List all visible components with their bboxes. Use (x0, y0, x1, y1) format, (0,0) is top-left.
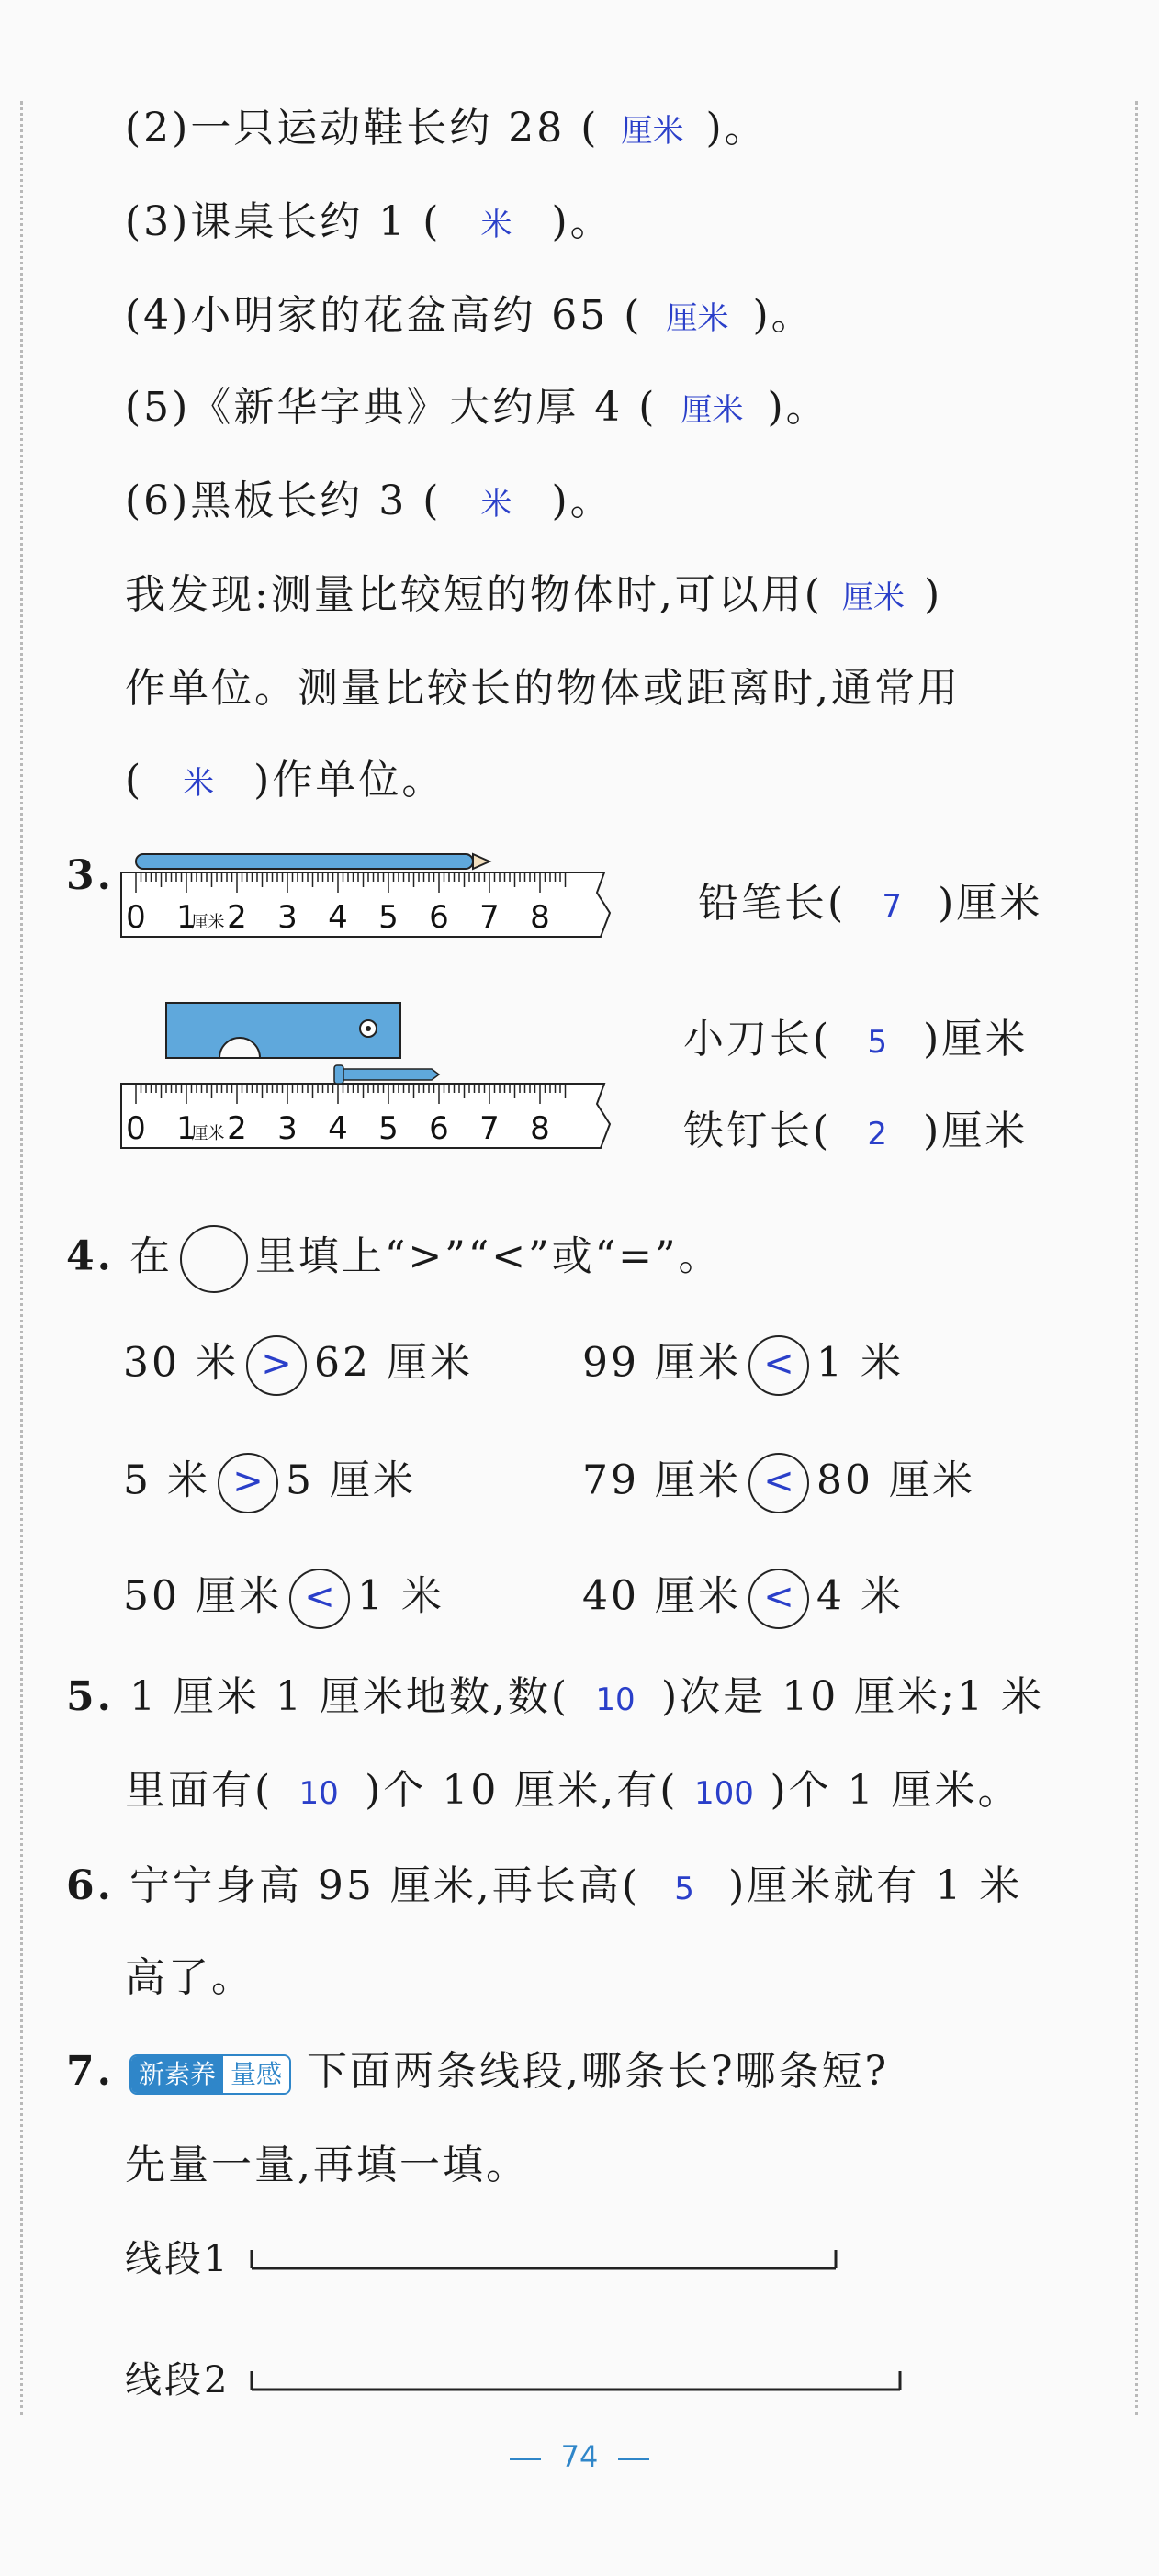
compare-left: 50 厘米 (123, 1572, 282, 1620)
ruler-label: 5 (378, 1110, 399, 1147)
compare-left: 30 米 (123, 1339, 239, 1387)
ruler-label: 0 (126, 1110, 146, 1147)
answer-text: 10 (595, 1682, 636, 1718)
ruler-label: 0 (126, 899, 146, 936)
q7-number: 7. (66, 2048, 114, 2095)
badge-secondary: 量感 (223, 2056, 289, 2093)
compare-row-2-right (582, 1453, 975, 1513)
answer-text: 米 (480, 207, 512, 243)
q3-number: 3. (66, 852, 114, 899)
q5-number: 5. (66, 1673, 114, 1720)
right-dotted-border (1135, 101, 1138, 2415)
q6-line-2: 高了。 (125, 1954, 254, 2001)
knife-length-text: )厘米 (923, 1016, 1029, 1063)
q2-item-6 (125, 474, 613, 532)
answer-text: 5 (867, 1024, 887, 1061)
skill-badge (129, 2054, 291, 2095)
ruler-label: 2 (227, 1110, 247, 1147)
q6-text: 宁宁身高 95 厘米,再长高( (129, 1862, 641, 1909)
knife-hole-center (366, 1026, 371, 1031)
ruler-label: 4 (328, 899, 348, 936)
compare-left: 79 厘米 (582, 1457, 741, 1504)
q2-item-text: )。 (752, 292, 815, 339)
answer-text: 10 (298, 1775, 339, 1812)
footer-dash (618, 2458, 649, 2460)
q2-item-text: (6)黑板长约 3 ( (125, 478, 442, 524)
footer-dash (510, 2458, 541, 2460)
answer-text: 米 (183, 765, 215, 802)
q7-line-2: 先量一量,再填一填。 (125, 2142, 529, 2188)
nail-length-text: 铁钉长( (683, 1108, 832, 1154)
q2-item-4 (125, 288, 815, 346)
q2-item-text: (4)小明家的花盆高约 65 ( (125, 292, 643, 339)
compare-right: 80 厘米 (816, 1457, 975, 1504)
answer-text: 2 (867, 1116, 887, 1153)
segment-2-label: 线段2 (125, 2359, 231, 2402)
pencil-length-text: )厘米 (938, 880, 1043, 927)
nail-length-text: )厘米 (923, 1108, 1029, 1154)
discovery-line-3 (125, 753, 444, 811)
answer-text: 厘米 (621, 113, 684, 150)
knife-length-line (683, 1012, 1028, 1070)
compare-row-3-right (582, 1569, 904, 1629)
q2-item-5 (125, 380, 829, 438)
pencil-tip (473, 854, 489, 869)
pencil-body (136, 854, 473, 869)
ruler-label: 2 (227, 899, 247, 936)
compare-circle: < (748, 1453, 809, 1513)
knife-length-text: 小刀长( (683, 1016, 832, 1063)
q2-item-text: (3)课桌长约 1 ( (125, 198, 442, 245)
q5-line-1 (66, 1670, 1044, 1727)
answer-text: 厘米 (841, 579, 905, 616)
ruler-label: 4 (328, 1110, 348, 1147)
compare-circle: > (246, 1335, 307, 1396)
answer-text: 7 (882, 888, 902, 925)
compare-left: 5 米 (123, 1457, 210, 1504)
page-number: 74 (560, 2439, 599, 2474)
q2-item-text: )。 (767, 384, 829, 431)
ruler-label: 3 (277, 899, 298, 936)
compare-row-3-left (123, 1569, 444, 1629)
q6-number: 6. (66, 1862, 114, 1909)
q4-number: 4. (66, 1232, 114, 1280)
q5-text: 里面有( (125, 1767, 274, 1814)
q5-text: )个 1 厘米。 (770, 1767, 1021, 1814)
compare-circle: < (289, 1569, 350, 1629)
badge-primary: 新素养 (131, 2056, 223, 2093)
ruler-unit-label: 厘米 (191, 913, 225, 932)
segment-2-line (248, 2362, 909, 2399)
nail-body (343, 1069, 439, 1080)
discovery-line-2: 作单位。测量比较长的物体或距离时,通常用 (125, 665, 961, 712)
q6-text: )厘米就有 1 米 (728, 1862, 1023, 1909)
answer-text: 厘米 (681, 392, 744, 429)
ruler-label: 6 (429, 899, 449, 936)
compare-right: 5 厘米 (285, 1457, 416, 1504)
compare-circle: < (748, 1569, 809, 1629)
answer-text: 米 (480, 486, 512, 523)
ruler-label: 8 (530, 1110, 550, 1147)
q2-item-2 (125, 101, 768, 159)
q2-item-3 (125, 195, 613, 253)
q2-item-text: )。 (551, 198, 613, 245)
q7-line-1 (66, 2044, 889, 2099)
ruler-label: 1 (176, 1110, 197, 1147)
discovery-text: ( (125, 757, 144, 804)
q5-line-2 (125, 1763, 1021, 1821)
ruler-label: 8 (530, 899, 550, 936)
answer-text: 100 (694, 1775, 754, 1812)
compare-circle: < (748, 1335, 809, 1396)
q2-item-text: (5)《新华字典》大约厚 4 ( (125, 384, 658, 431)
q5-text: )个 10 厘米,有( (365, 1767, 679, 1814)
q4-instruction-text: 在 (129, 1232, 173, 1280)
ruler-label: 6 (429, 1110, 449, 1147)
nail-length-line (683, 1104, 1028, 1162)
q5-text: 1 厘米 1 厘米地数,数( (129, 1673, 570, 1720)
compare-row-2-left (123, 1453, 416, 1513)
q2-item-text: )。 (705, 105, 768, 152)
compare-left: 40 厘米 (582, 1572, 741, 1620)
page-footer (0, 2439, 1159, 2474)
discovery-text: ) (923, 571, 943, 618)
pencil-length-line (698, 876, 1042, 934)
ruler-knife-nail-figure (118, 1001, 623, 1176)
left-dotted-border (20, 101, 23, 2415)
ruler-label: 5 (378, 899, 399, 936)
compare-row-1-right (582, 1335, 904, 1396)
ruler-unit-label: 厘米 (191, 1124, 225, 1143)
q4-instruction-text: 里填上“>”“<”或“=”。 (254, 1232, 722, 1280)
discovery-text: )作单位。 (253, 757, 445, 804)
compare-right: 1 米 (356, 1572, 444, 1620)
q7-text: 下面两条线段,哪条长?哪条短? (306, 2048, 890, 2095)
discovery-text: 我发现:测量比较短的物体时,可以用( (125, 571, 823, 618)
q2-item-text: (2)一只运动鞋长约 28 ( (125, 105, 600, 152)
pencil-length-text: 铅笔长( (698, 880, 847, 927)
ruler-label: 7 (479, 1110, 500, 1147)
compare-right: 1 米 (816, 1339, 904, 1387)
ruler-pencil-figure (118, 845, 623, 964)
compare-right: 4 米 (816, 1572, 904, 1620)
answer-text: 5 (674, 1871, 694, 1907)
empty-circle-icon (180, 1225, 248, 1293)
nail-head (334, 1065, 343, 1084)
q2-item-text: )。 (551, 478, 613, 524)
ruler-label: 3 (277, 1110, 298, 1147)
discovery-line-1 (125, 568, 942, 625)
compare-circle: > (218, 1453, 278, 1513)
q4-instruction (66, 1225, 722, 1293)
compare-left: 99 厘米 (582, 1339, 741, 1387)
q6-line-1 (66, 1859, 1022, 1917)
answer-text: 厘米 (666, 300, 729, 337)
ruler-label: 1 (176, 899, 197, 936)
q5-text: )次是 10 厘米;1 米 (661, 1673, 1044, 1720)
ruler-label: 7 (479, 899, 500, 936)
compare-right: 62 厘米 (313, 1339, 473, 1387)
segment-1-label: 线段1 (125, 2238, 231, 2280)
compare-row-1-left (123, 1335, 473, 1396)
segment-1-line (248, 2241, 845, 2278)
